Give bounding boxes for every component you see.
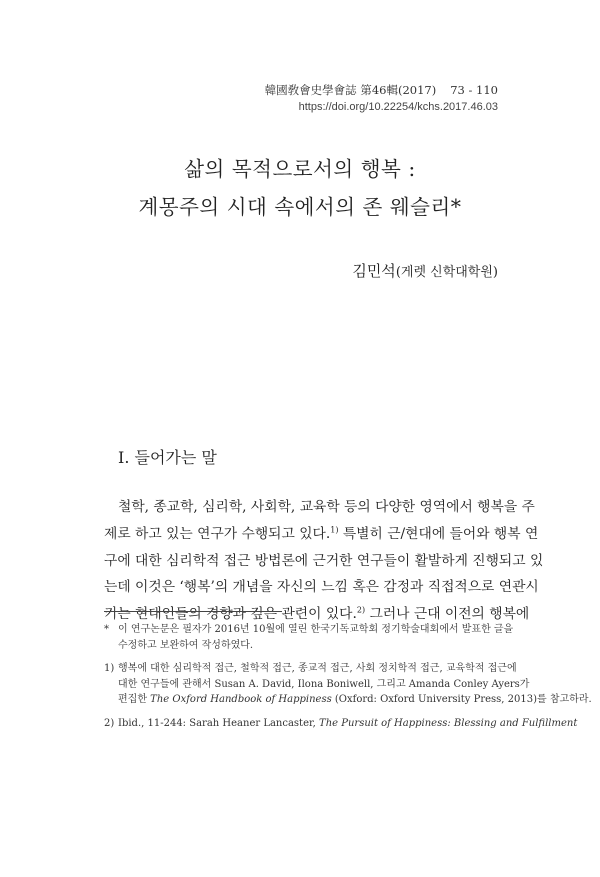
book-title: The Pursuit of Happiness: Blessing and Fulfillment — [319, 717, 578, 729]
footnote-line: 행복에 대한 심리학적 접근, 철학적 접근, 종교적 접근, 사회 정치학적 접근, 교육학적 접근에 — [118, 663, 517, 674]
footnote-mark: 1) — [104, 663, 115, 674]
author-name: 김민석 — [352, 262, 396, 280]
body-line: 철학, 종교학, 심리학, 사회학, 교육학 등의 다양한 영역에서 행복을 주 — [118, 499, 535, 515]
footnote-ref-2[interactable]: 2) — [356, 605, 366, 615]
doi-link[interactable]: https://doi.org/10.22254/kchs.2017.46.03 — [298, 101, 498, 113]
title-line-1: 삶의 목적으로서의 행복 : — [184, 157, 416, 181]
footnote-text: (Oxford: Oxford University Press, 2013)를 참고하라. — [331, 694, 592, 705]
author-affiliation: (게렛 신학대학원) — [395, 265, 498, 280]
author — [352, 260, 498, 281]
journal-header — [265, 82, 498, 116]
body-text: 키는 현대인들의 경향과 깊은 관련이 있다. — [104, 606, 357, 623]
footnote-2 — [104, 716, 578, 732]
title-line-2: 계몽주의 시대 속에서의 존 웨슬리* — [138, 195, 462, 219]
book-title: The Oxford Handbook of Happiness — [150, 694, 332, 705]
footnote-divider — [104, 611, 282, 612]
footnotes — [104, 622, 592, 739]
body-text: 제로 하고 있는 연구가 수행되고 있다. — [104, 525, 331, 542]
footnote-line: 대한 연구들에 관해서 Susan A. David, Ilona Boniwell, 그리고 Amanda Conley Ayers가 — [118, 678, 530, 690]
footnote-line: 수정하고 보완하여 작성하였다. — [118, 639, 254, 651]
footnote-text: 편집한 — [118, 694, 151, 705]
article-title — [0, 150, 600, 226]
footnote-line — [118, 716, 578, 732]
footnote-mark: 2) — [104, 717, 115, 729]
body-text: 특별히 근/현대에 들어와 행복 연 — [338, 525, 539, 542]
body-line: 는데 이것은 ‘행복’의 개념을 자신의 느낌 혹은 감정과 직접적으로 연관시 — [104, 579, 539, 596]
footnote-star — [104, 622, 514, 653]
section-heading: I. 들어가는 말 — [118, 448, 217, 467]
journal-citation — [265, 82, 498, 99]
body-paragraph — [104, 494, 544, 628]
body-line: 구에 대한 심리학적 접근 방법론에 근거한 연구들이 활발하게 진행되고 있 — [104, 552, 544, 569]
footnote-ref-1[interactable]: 1) — [330, 525, 339, 535]
page-range: 73 - 110 — [450, 83, 498, 97]
body-text: 그러나 근대 이전의 행복에 — [365, 606, 530, 623]
footnote-mark: * — [104, 624, 109, 635]
footnote-line: 이 연구논문은 필자가 2016년 10월에 열린 한국기독교학회 정기학술대회에서 발표한 글을 — [118, 624, 514, 635]
footnote-text: Ibid., 11-244: Sarah Heaner Lancaster, — [118, 717, 320, 729]
footnote-1 — [104, 661, 592, 708]
body-line — [104, 521, 539, 548]
footnote-line — [118, 692, 592, 708]
journal-name: 韓國敎會史學會誌 第46輯(2017) — [264, 83, 437, 97]
